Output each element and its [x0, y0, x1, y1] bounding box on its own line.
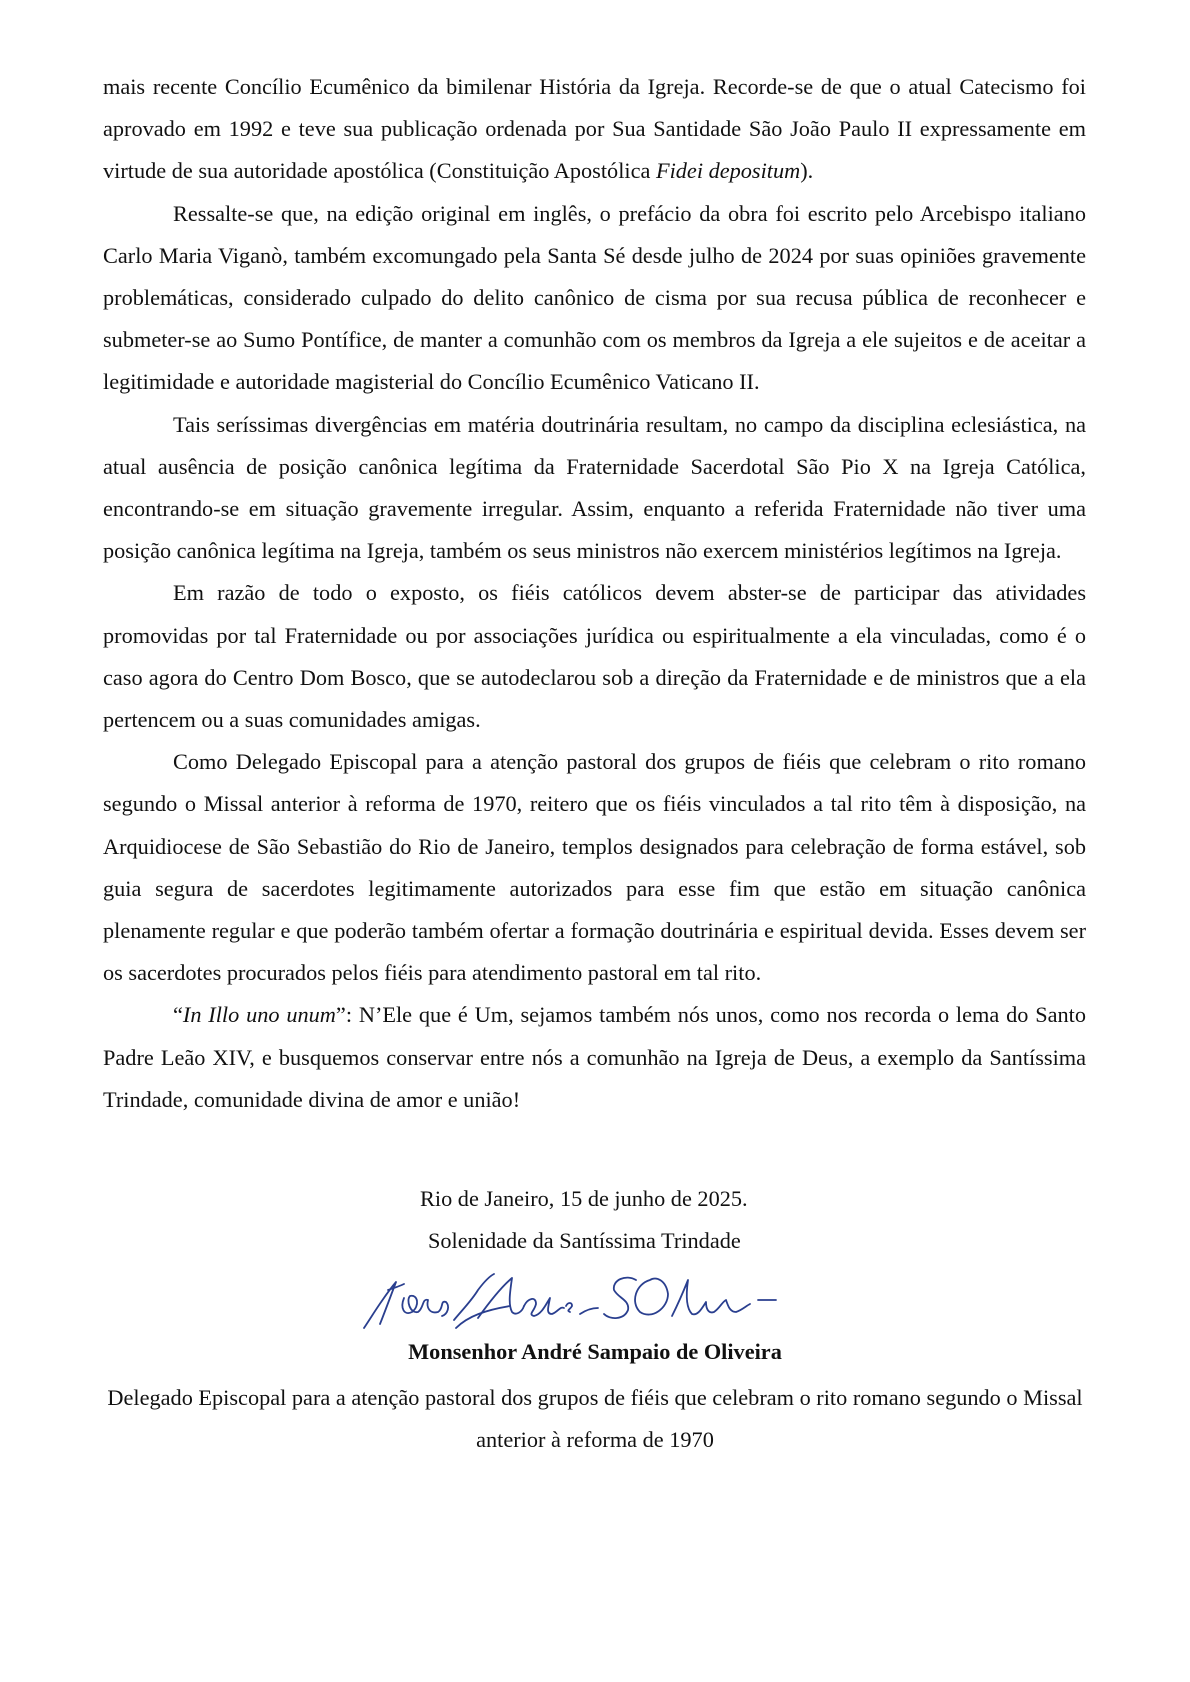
date-line: Rio de Janeiro, 15 de junho de 2025.	[420, 1186, 748, 1211]
text-run: ).	[800, 158, 814, 184]
letter-body	[103, 66, 1086, 1121]
signer-name: Monsenhor André Sampaio de Oliveira	[408, 1339, 782, 1364]
body-paragraph	[103, 66, 1086, 193]
signer-role: Delegado Episcopal para a atenção pastoral dos grupos de fiéis que celebram o rito romano segundo o Missal anterior à reforma de 1970	[107, 1385, 1083, 1452]
text-run: Ressalte-se que, na edição original em inglês, o prefácio da obra foi escrito pelo Arcebispo italiano Carlo Maria Viganò, também excomungado pela Santa Sé desde julho de 2024 por suas opiniões gravemente problemáticas, considerado culpado do delito canônico de cisma por sua recusa pública de reconhecer e submeter-se ao Sumo Pontífice, de manter a comunhão com os membros da Igreja a ele sujeitos e de aceitar a legitimidade e autoridade magisterial do Concílio Ecumênico Vaticano II.	[103, 200, 1086, 395]
text-run: mais recente Concílio Ecumênico da bimilenar História da Igreja. Recorde-se de que o atual Catecismo foi aprovado em 1992 e teve sua publicação ordenada por Sua Santidade São João Paulo II expressamente em virtude de sua autoridade apostólica (Constituição Apostólica	[103, 74, 1086, 184]
body-paragraph	[103, 741, 1086, 994]
text-run: ”: N’Ele que é Um, sejamos também nós unos, como nos recorda o lema do Santo Padre Leão XIV, e busquemos conservar entre nós a comunhão na Igreja de Deus, a exemplo da Santíssima Trindade, comunidade divina de amor e união!	[103, 1002, 1086, 1112]
handwritten-signature	[360, 1258, 800, 1348]
body-paragraph	[103, 404, 1086, 573]
text-run: Tais seríssimas divergências em matéria doutrinária resultam, no campo da disciplina eclesiástica, na atual ausência de posição canônica legítima da Fraternidade Sacerdotal São Pio X na Igreja Católica, encontrando-se em situação gravemente irregular. Assim, enquanto a referida Fraternidade não tiver uma posição canônica legítima na Igreja, também os seus ministros não exercem ministérios legítimos na Igreja.	[103, 411, 1086, 564]
text-run: Em razão de todo o exposto, os fiéis católicos devem abster-se de participar das atividades promovidas por tal Fraternidade ou por associações jurídica ou espiritualmente a ela vinculadas, como é o caso agora do Centro Dom Bosco, que se autodeclarou sob a direção da Fraternidade e de ministros que a ela pertencem ou a suas comunidades amigas.	[103, 580, 1086, 733]
body-paragraph	[103, 193, 1086, 404]
text-run: Como Delegado Episcopal para a atenção pastoral dos grupos de fiéis que celebram o rito romano segundo o Missal anterior à reforma de 1970, reitero que os fiéis vinculados a tal rito têm à disposição, na Arquidiocese de São Sebastião do Rio de Janeiro, templos designados para celebração de forma estável, sob guia segura de sacerdotes legitimamente autorizados para esse fim que estão em situação canônica plenamente regular e que poderão também ofertar a formação doutrinária e espiritual devida. Esses devem ser os sacerdotes procurados pelos fiéis para atendimento pastoral em tal rito.	[103, 749, 1086, 986]
body-paragraph	[103, 994, 1086, 1121]
text-run: “	[173, 1002, 183, 1028]
feast-line: Solenidade da Santíssima Trindade	[428, 1228, 741, 1253]
italic-run: Fidei depositum	[655, 158, 801, 184]
body-paragraph	[103, 572, 1086, 741]
italic-run: In Illo uno unum	[182, 1002, 336, 1028]
